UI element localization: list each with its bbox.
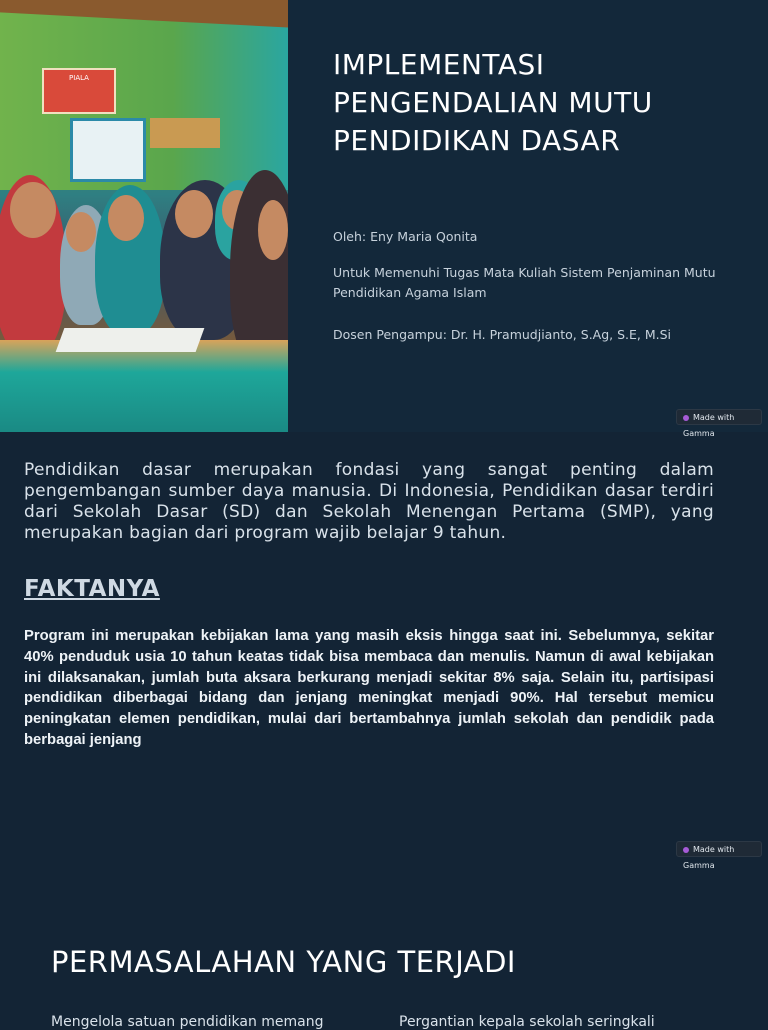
purpose-text: Untuk Memenuhi Tugas Mata Kuliah Sistem Penjaminan Mutu Pendidikan Agama Islam — [333, 265, 716, 300]
gamma-logo-icon — [683, 847, 689, 853]
student-face — [10, 182, 56, 238]
section-heading: FAKTANYA — [24, 576, 160, 602]
title-line: IMPLEMENTASI — [333, 48, 545, 81]
right-column-text: Pergantian kepala sekolah seringkali — [399, 1014, 655, 1030]
intro-paragraph: Pendidikan dasar merupakan fondasi yang sangat penting dalam pengembangan sumber daya manusia. Di Indonesia, Pendidikan dasar terdiri dari Sekolah Dasar (SD) dan Sekolah Menengan Pertama (SMP), yang merupakan bagian dari program wajib belajar 9 tahun. — [24, 460, 714, 543]
made-with-gamma-badge[interactable] — [676, 409, 762, 438]
classroom-photo — [0, 0, 288, 432]
student-face — [175, 190, 213, 238]
left-column-text: Mengelola satuan pendidikan memang — [51, 1014, 324, 1030]
made-with-gamma-badge[interactable] — [676, 841, 762, 870]
badge-label: Made with Gamma — [683, 845, 735, 870]
author-text: Oleh: Eny Maria Qonita — [333, 229, 478, 244]
presentation-title — [333, 46, 733, 160]
title-line: PENGENDALIAN MUTU — [333, 86, 653, 119]
photo-poster — [42, 68, 116, 114]
badge-label: Made with Gamma — [683, 413, 735, 438]
photo-book — [56, 328, 205, 352]
photo-window — [70, 118, 146, 182]
lecturer-text: Dosen Pengampu: Dr. H. Pramudjianto, S.Ag, S.E, M.Si — [333, 327, 672, 342]
problems-heading: PERMASALAHAN YANG TERJADI — [51, 945, 516, 979]
cover-slide — [0, 0, 768, 438]
photo-desk — [0, 340, 288, 432]
student-face — [108, 195, 144, 241]
gamma-logo-icon — [683, 415, 689, 421]
photo-shelf — [150, 118, 220, 148]
student-face — [258, 200, 288, 260]
title-line: PENDIDIKAN DASAR — [333, 124, 621, 157]
student-face — [66, 212, 96, 252]
photo-poster-text: PIALA — [69, 74, 89, 82]
facts-paragraph: Program ini merupakan kebijakan lama yang masih eksis hingga saat ini. Sebelumnya, sekitar 40% penduduk usia 10 tahun keatas tidak bisa membaca dan menulis. Namun di awal kebijakan ini dilaksanakan, jumlah buta aksara berkurang menjadi sekitar 8% saja. Selain itu, partisipasi pendidikan diberbagai bidang dan jenjang meningkat menjadi 90%. Hal tersebut memicu peningkatan elemen pendidikan, mulai dari bertambahnya jumlah sekolah dan pendidik pada berbagai jenjang — [24, 628, 714, 748]
